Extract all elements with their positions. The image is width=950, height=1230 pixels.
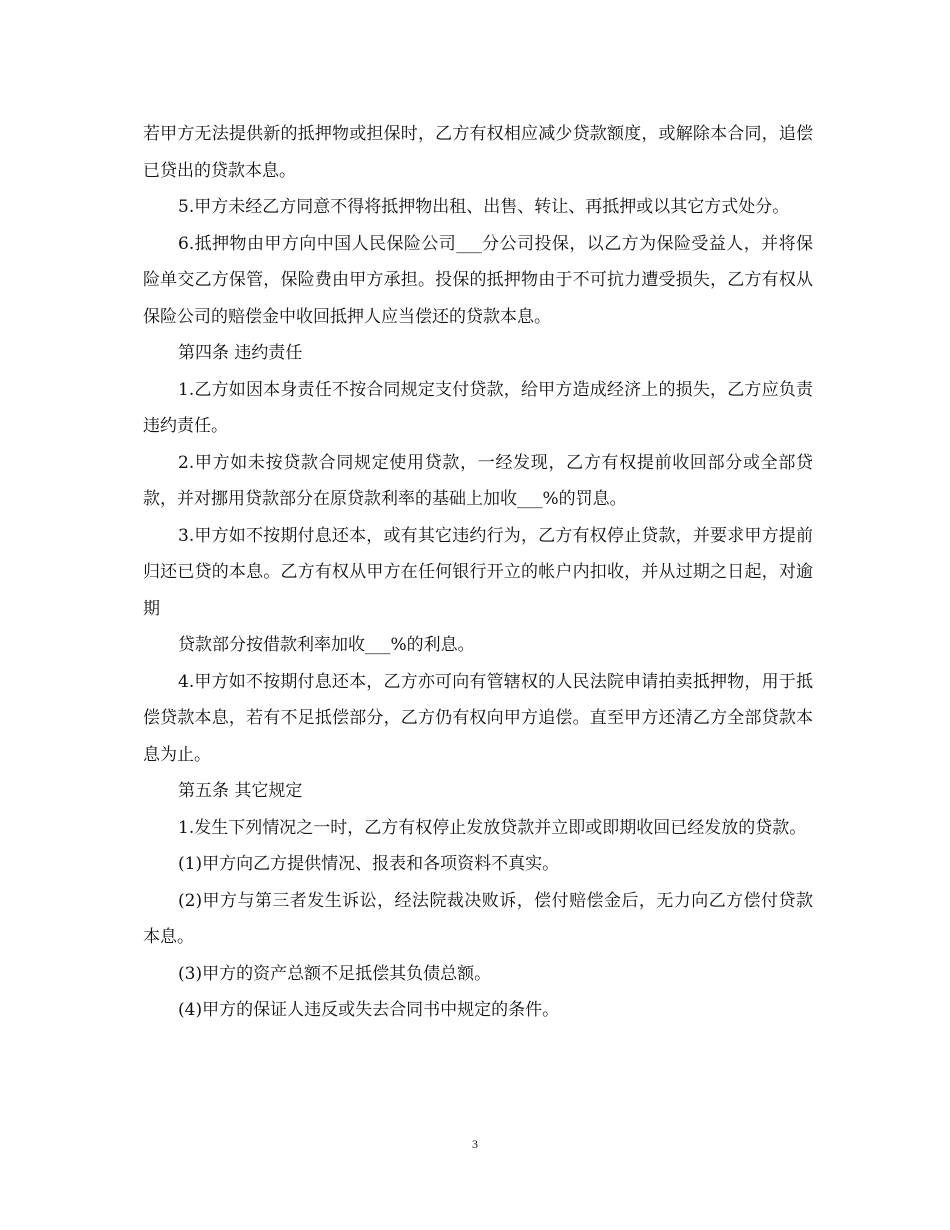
paragraph-clause-5: 5.甲方未经乙方同意不得将抵押物出租、出售、转让、再抵押或以其它方式处分。 [178, 197, 790, 217]
paragraph-article-5-item-1: 1.发生下列情况之一时，乙方有权停止发放贷款并立即或即期收回已经发放的贷款。 [178, 817, 807, 838]
paragraph-article-4-item-3-continued: 贷款部分按借款利率加收___%的利息。 [178, 635, 475, 655]
paragraph-continued-clause: 若甲方无法提供新的抵押物或担保时，乙方有权相应减少贷款额度，或解除本合同，追偿已贷出的贷款本息。 [143, 124, 813, 181]
paragraph-sub-item-1: (1)甲方向乙方提供情况、报表和各项资料不真实。 [178, 854, 560, 874]
paragraph-sub-item-3: (3)甲方的资产总额不足抵偿其负债总额。 [178, 963, 492, 984]
paragraph-sub-item-4: (4)甲方的保证人违反或失去合同书中规定的条件。 [178, 1000, 560, 1020]
paragraph-article-4-item-1: 1.乙方如因本身责任不按合同规定支付贷款，给甲方造成经济上的损失，乙方应负责违约责任。 [143, 379, 813, 436]
paragraph-article-4-item-2: 2.甲方如未按贷款合同规定使用贷款，一经发现，乙方有权提前收回部分或全部贷款，并对挪用贷款部分在原贷款利率的基础上加收___%的罚息。 [143, 452, 813, 509]
page-number: 3 [472, 1137, 478, 1151]
paragraph-sub-item-2: (2)甲方与第三者发生诉讼，经法院裁决败诉，偿付赔偿金后，无力向乙方偿付贷款本息。 [143, 890, 813, 947]
document-body [143, 116, 813, 1029]
section-heading-article-5: 第五条 其它规定 [178, 781, 303, 801]
paragraph-clause-6: 6.抵押物由甲方向中国人民保险公司___分公司投保，以乙方为保险受益人，并将保险单交乙方保管，保险费由甲方承担。投保的抵押物由于不可抗力遭受损失，乙方有权从保险公司的赔偿金中收回抵押人应当偿还的贷款本息。 [143, 233, 813, 327]
paragraph-article-4-item-4: 4.甲方如不按期付息还本，乙方亦可向有管辖权的人民法院申请拍卖抵押物，用于抵偿贷款本息，若有不足抵偿部分，乙方仍有权向甲方追偿。直至甲方还清乙方全部贷款本息为止。 [143, 671, 813, 765]
paragraph-article-4-item-3: 3.甲方如不按期付息还本，或有其它违约行为，乙方有权停止贷款，并要求甲方提前归还已贷的本息。乙方有权从甲方在任何银行开立的帐户内扣收，并从过期之日起，对逾期 [143, 525, 813, 619]
section-heading-article-4: 第四条 违约责任 [178, 343, 303, 363]
